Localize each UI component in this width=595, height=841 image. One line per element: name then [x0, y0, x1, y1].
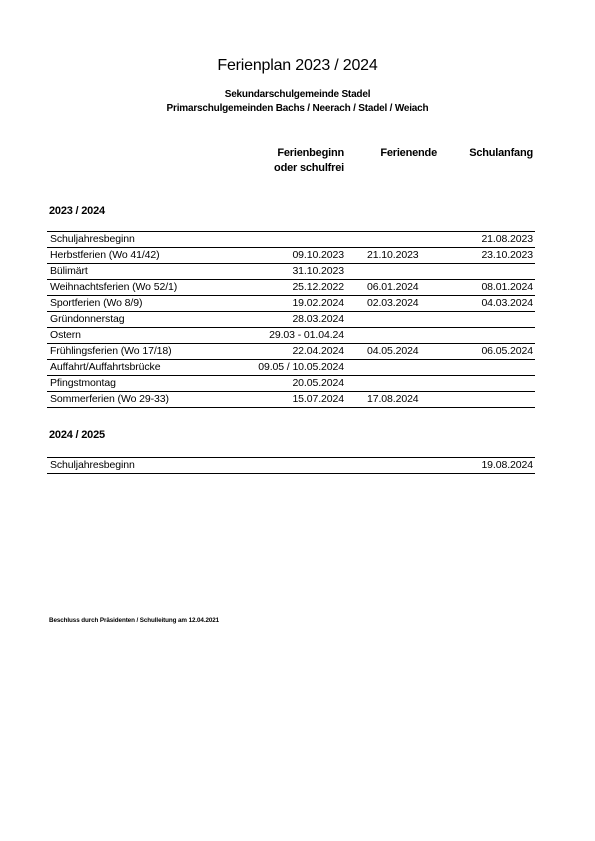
table-row: [47, 376, 535, 392]
row-end: 21.10.2023: [367, 249, 419, 261]
row-start: 25.12.2022: [292, 281, 344, 293]
row-label: Gründonnerstag: [50, 313, 125, 325]
row-start: 09.05 / 10.05.2024: [258, 361, 344, 373]
row-label: Sommerferien (Wo 29-33): [50, 393, 169, 405]
column-header-start-line1: Ferienbeginn: [277, 147, 344, 159]
table-row: [47, 344, 535, 360]
table-row: [47, 328, 535, 344]
table-row: [47, 360, 535, 376]
row-label: Schuljahresbeginn: [50, 233, 135, 245]
table-row: [47, 232, 535, 248]
row-end: 04.05.2024: [367, 345, 419, 357]
row-start: 19.02.2024: [292, 297, 344, 309]
table-row: [47, 312, 535, 328]
table-row: [47, 280, 535, 296]
row-start: 09.10.2023: [292, 249, 344, 261]
row-start: 28.03.2024: [292, 313, 344, 325]
row-school-start: 08.01.2024: [481, 281, 533, 293]
table-row: [47, 264, 535, 280]
row-label: Ostern: [50, 329, 81, 341]
table-row: [47, 248, 535, 264]
column-header-start: [262, 146, 344, 176]
subtitle-secondary-school: Sekundarschulgemeinde Stadel: [224, 89, 371, 100]
row-label: Sportferien (Wo 8/9): [50, 297, 143, 309]
row-school-start: 06.05.2024: [481, 345, 533, 357]
page-title: Ferienplan 2023 / 2024: [217, 57, 378, 74]
row-end: 02.03.2024: [367, 297, 419, 309]
row-school-start: 23.10.2023: [481, 249, 533, 261]
row-end: 17.08.2024: [367, 393, 419, 405]
row-start: 15.07.2024: [292, 393, 344, 405]
table-row: [47, 296, 535, 312]
holiday-table-2023-2024: [47, 231, 535, 408]
row-school-start: 19.08.2024: [481, 459, 533, 471]
footnote: Beschluss durch Präsidenten / Schulleitung am 12.04.2021: [49, 617, 220, 624]
section-title: 2023 / 2024: [49, 205, 105, 217]
row-start: 22.04.2024: [292, 345, 344, 357]
section-title: 2024 / 2025: [49, 429, 105, 441]
table-row: [47, 458, 535, 474]
holiday-table-2024-2025: [47, 457, 535, 474]
row-label: Frühlingsferien (Wo 17/18): [50, 345, 172, 357]
row-start: 29.03 - 01.04.24: [269, 329, 344, 341]
row-start: 31.10.2023: [292, 265, 344, 277]
column-header-school: Schulanfang: [469, 147, 533, 159]
row-label: Pfingstmontag: [50, 377, 116, 389]
row-school-start: 21.08.2023: [481, 233, 533, 245]
row-label: Herbstferien (Wo 41/42): [50, 249, 160, 261]
column-header-start-line2: oder schulfrei: [274, 162, 344, 174]
row-label: Auffahrt/Auffahrtsbrücke: [50, 361, 161, 373]
row-school-start: 04.03.2024: [481, 297, 533, 309]
row-label: Weihnachtsferien (Wo 52/1): [50, 281, 178, 293]
subtitle-primary-schools: Primarschulgemeinden Bachs / Neerach / Stadel / Weiach: [166, 103, 429, 114]
table-row: [47, 392, 535, 408]
column-header-end: Ferienende: [380, 147, 437, 159]
row-end: 06.01.2024: [367, 281, 419, 293]
row-start: 20.05.2024: [292, 377, 344, 389]
row-label: Schuljahresbeginn: [50, 459, 135, 471]
row-label: Bülimärt: [50, 265, 88, 277]
